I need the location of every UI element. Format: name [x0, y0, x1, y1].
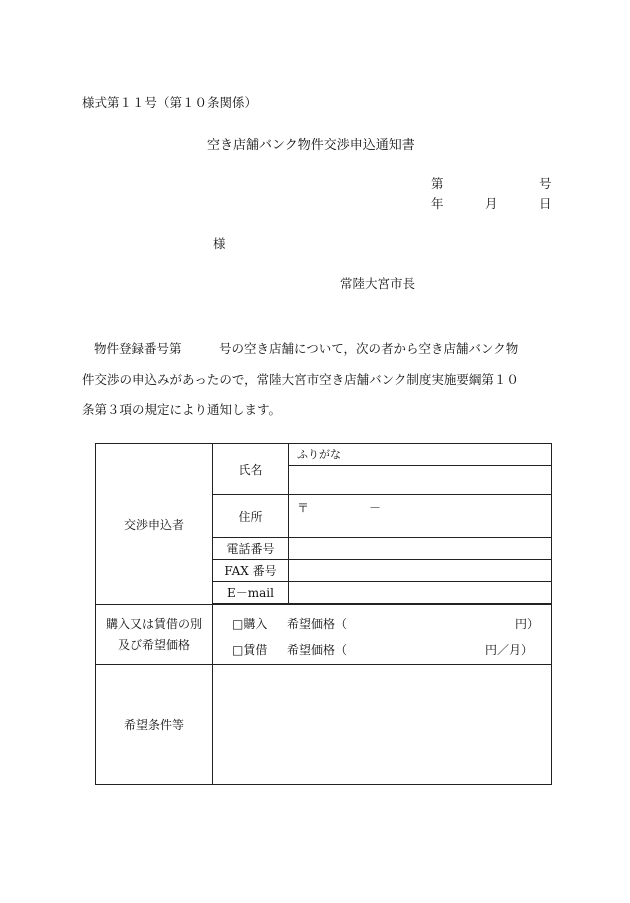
- conditions-field[interactable]: [213, 665, 552, 785]
- form-number: 様式第１１号（第１０条関係）: [82, 95, 258, 110]
- date-day: 日: [539, 196, 552, 211]
- name-field[interactable]: [289, 466, 552, 495]
- purchase-rent-label-cell: [96, 605, 213, 665]
- postal-dash: －: [369, 501, 382, 515]
- email-field[interactable]: [289, 582, 552, 604]
- phone-field[interactable]: [289, 538, 552, 560]
- purchase-checkbox[interactable]: □購入: [232, 616, 268, 631]
- email-label-cell: [213, 582, 289, 604]
- body-line-3: 条第３項の規定により通知します。: [82, 402, 282, 417]
- email-label: E－mail: [227, 586, 274, 600]
- phone-label-cell: [213, 538, 289, 560]
- address-label: 住所: [238, 509, 263, 524]
- body-line-2: 件交渉の申込みがあったので，常陸大宮市空き店舗バンク制度実施要綱第１０: [82, 372, 519, 387]
- address-label-cell: [213, 495, 289, 538]
- sender-name: 常陸大宮市長: [340, 276, 416, 291]
- body-line-1: 物件登録番号第 号の空き店舗について，次の者から空き店舗バンク物: [94, 341, 519, 356]
- address-field[interactable]: [289, 495, 552, 538]
- conditions-label: 希望条件等: [123, 718, 184, 732]
- applicant-label-cell: [96, 444, 213, 605]
- fax-label-cell: [213, 560, 289, 582]
- conditions-label-cell: [96, 665, 213, 785]
- postal-mark: 〒: [297, 501, 310, 515]
- addressee-suffix: 様: [213, 236, 226, 251]
- rent-price-unit: 円／月）: [485, 642, 534, 657]
- fax-label: FAX 番号: [224, 564, 277, 578]
- purchase-price-label: 希望価格（: [287, 616, 348, 631]
- name-label-cell: [213, 444, 289, 495]
- furigana-field[interactable]: [289, 444, 552, 466]
- fax-field[interactable]: [289, 560, 552, 582]
- furigana-label: ふりがな: [297, 448, 341, 461]
- purchase-price-unit: 円）: [515, 616, 540, 631]
- purchase-rent-label-line-2: 及び希望価格: [117, 637, 190, 652]
- applicant-label: 交渉申込者: [123, 517, 184, 532]
- rent-price-label: 希望価格（: [287, 642, 348, 657]
- page-title: 空き店舗バンク物件交渉申込通知書: [207, 138, 415, 153]
- phone-label: 電話番号: [226, 542, 275, 556]
- purchase-price-row: [213, 609, 551, 635]
- rent-price-row: [213, 635, 551, 661]
- price-cell: [213, 605, 552, 665]
- doc-number-suffix: 号: [539, 176, 552, 191]
- rent-checkbox[interactable]: □賃借: [232, 642, 268, 657]
- application-table: [95, 443, 552, 785]
- date-year: 年: [431, 196, 444, 211]
- name-label: 氏名: [238, 462, 263, 477]
- purchase-rent-label-line-1: 購入又は賃借の別: [105, 616, 202, 631]
- date-month: 月: [485, 196, 498, 211]
- doc-number-prefix: 第: [431, 176, 444, 191]
